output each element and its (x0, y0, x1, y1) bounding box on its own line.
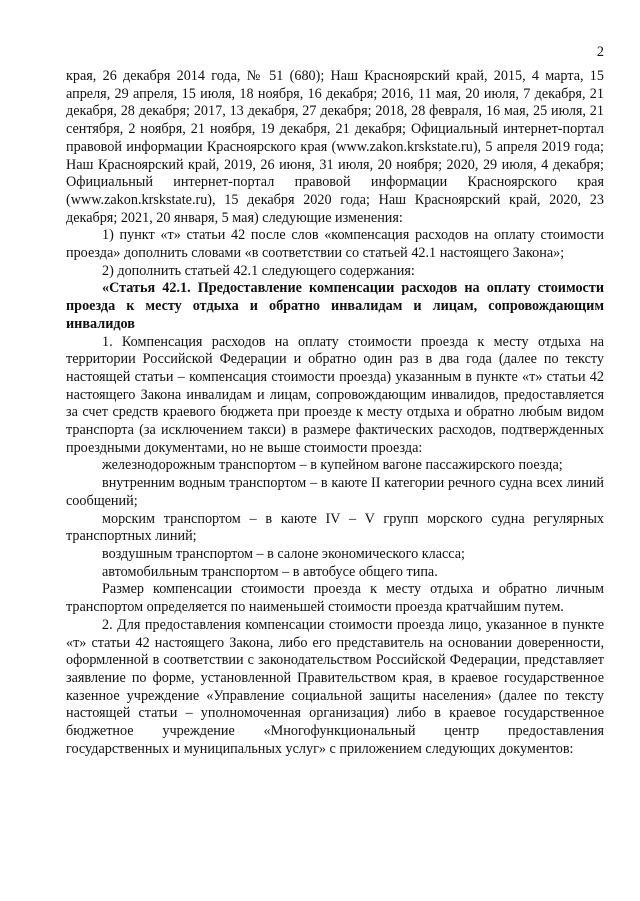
page-number: 2 (596, 44, 604, 60)
document-body (66, 68, 604, 758)
paragraph-clause-1: 1. Компенсация расходов на оплату стоимости проезда к месту отдыха на территории Российской Федерации и обратно один раз в два года (далее по тексту настоящей статьи – компенсация стоимости проезда) указанным в пункте «т» статьи 42 настоящего Закона инвалидам и лицам, сопровождающим инвалидов, предоставляется за счет средств краевого бюджета при проезде к месту отдыха и обратно любым видом транспорта (за исключением такси) в размере фактических расходов, подтвержденных проездными документами, но не выше стоимости проезда: (66, 333, 604, 456)
list-item-road: автомобильным транспортом – в автобусе общего типа. (102, 563, 438, 580)
paragraph-item-1: 1) пункт «т» статьи 42 после слов «компенсация расходов на оплату стоимости проезда» дополнить словами «в соответствии со статьей 42.1 настоящего Закона»; (66, 227, 604, 262)
list-item-sea: морским транспортом – в каюте IV – V групп морского судна регулярных транспортных линий; (66, 510, 604, 545)
list-item-railway: железнодорожным транспортом – в купейном вагоне пассажирского поезда; (102, 457, 563, 474)
paragraph-clause-2: 2. Для предоставления компенсации стоимости проезда лицо, указанное в пункте «т» статьи 42 настоящего Закона, либо его представитель на основании доверенности, оформленной в соответствии с законодательством Российской Федерации, представляет заявление по форме, установленной Правительством края, в краевое государственное казенное учреждение «Управление социальной защиты населения» (далее по тексту настоящей статьи – уполномоченная организация) либо в краевое государственное бюджетное учреждение «Многофункциональный центр предоставления государственных и муниципальных услуг» с приложением следующих документов: (66, 616, 604, 757)
paragraph-personal-transport: Размер компенсации стоимости проезда к месту отдыха и обратно личным транспортом определяется по наименьшей стоимости проезда кратчайшим путем. (66, 581, 604, 616)
list-item-river: внутренним водным транспортом – в каюте II категории речного судна всех линий сообщений; (66, 475, 604, 509)
paragraph-amendment-sources: края, 26 декабря 2014 года, № 51 (680); Наш Красноярский край, 2015, 4 марта, 15 апреля, 29 апреля, 15 июля, 18 ноября, 16 декабря; 2016, 11 мая, 20 июля, 7 декабря, 21 декабря, 28 декабря; 2017, 13 декабря, 27 декабря; 2018, 28 февраля, 16 мая, 25 июля, 21 сентября, 2 ноября, 21 ноября, 19 декабря, 21 декабря; Официальный интернет-портал правовой информации Красноярского края (www.zakon.krskstate.ru), 5 апреля 2019 года; Наш Красноярский край, 2019, 26 июня, 31 июля, 20 ноября; 2020, 29 июля, 4 декабря; Официальный интернет-портал правовой информации Красноярского края (www.zakon.krskstate.ru), 15 декабря 2020 года; Наш Красноярский край, 2020, 23 декабря; 2021, 20 января, 5 мая) следующие изменения: (66, 68, 604, 226)
paragraph-item-2: 2) дополнить статьей 42.1 следующего содержания: (102, 262, 415, 279)
article-heading: «Статья 42.1. Предоставление компенсации расходов на оплату стоимости проезда к месту отдыха и обратно инвалидам и лицам, сопровождающим инвалидов (66, 280, 604, 332)
list-item-air: воздушным транспортом – в салоне экономического класса; (102, 545, 465, 562)
